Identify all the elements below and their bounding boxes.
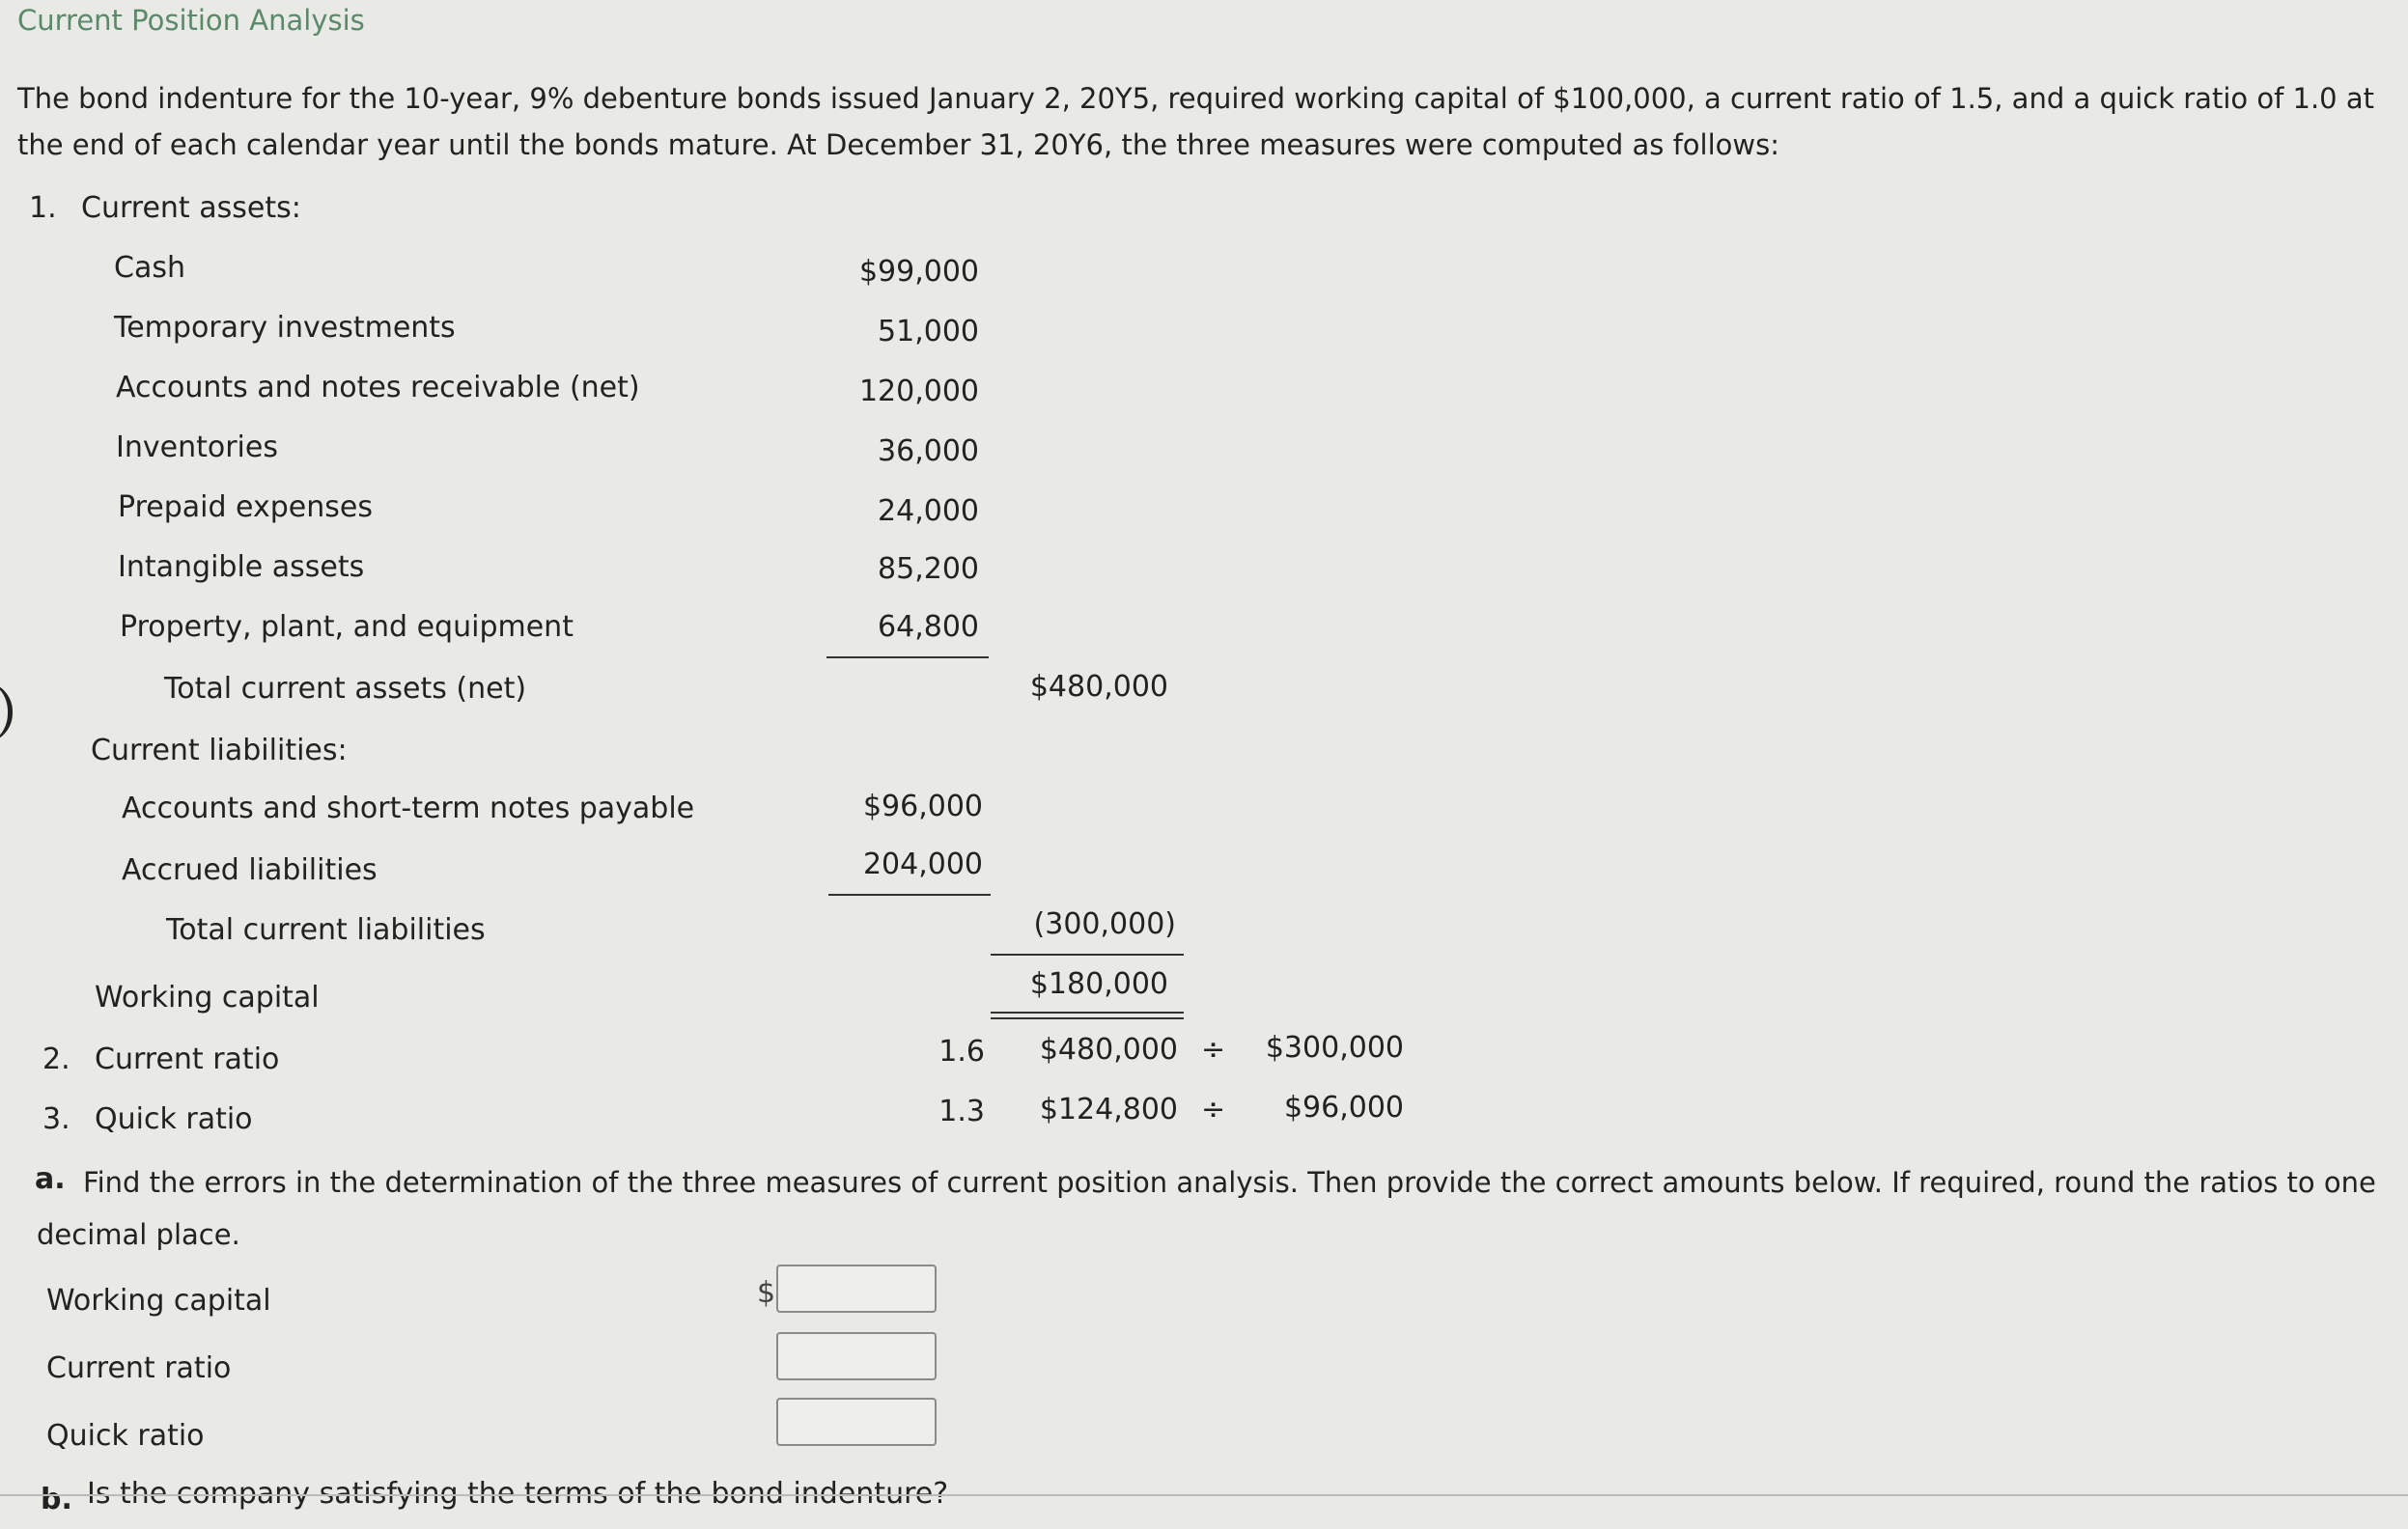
answer-label-working-capital: Working capital — [46, 1284, 271, 1318]
divide-sign: ÷ — [1201, 1033, 1226, 1067]
bottom-divider — [0, 1494, 2408, 1496]
part-a-letter: a. — [35, 1162, 66, 1196]
asset-label: Intangible assets — [118, 550, 365, 584]
asset-label: Accounts and notes receivable (net) — [116, 371, 640, 404]
section-2-number: 2. — [42, 1042, 70, 1076]
current-ratio-numerator: $480,000 — [1039, 1033, 1178, 1067]
divide-sign: ÷ — [1201, 1093, 1226, 1126]
total-current-liabilities-label: Total current liabilities — [166, 913, 486, 947]
answer-label-current-ratio: Current ratio — [46, 1351, 232, 1385]
liability-label: Accounts and short-term notes payable — [122, 792, 695, 825]
total-current-liabilities-value: (300,000) — [1033, 907, 1176, 941]
total-current-assets-label: Total current assets (net) — [164, 672, 527, 706]
section-3-number: 3. — [42, 1102, 70, 1136]
quick-ratio-label: Quick ratio — [95, 1102, 253, 1136]
working-capital-input[interactable] — [776, 1265, 937, 1313]
quick-ratio-input[interactable] — [776, 1398, 937, 1446]
asset-label: Cash — [114, 251, 185, 285]
part-b-letter: b. — [41, 1483, 72, 1516]
asset-value: $99,000 — [858, 255, 979, 289]
total-rule — [991, 954, 1184, 956]
quick-ratio-numerator: $124,800 — [1039, 1093, 1178, 1126]
subtotal-rule — [828, 894, 991, 896]
double-rule — [991, 1012, 1184, 1019]
asset-value: 120,000 — [858, 375, 979, 408]
current-liabilities-heading: Current liabilities: — [91, 734, 348, 767]
asset-value: 85,200 — [878, 552, 979, 586]
current-ratio-value: 1.6 — [938, 1035, 985, 1069]
problem-intro: The bond indenture for the 10-year, 9% debenture bonds issued January 2, 20Y5, required working capital of $100,000, a current ratio of 1.5, and a quick ratio of 1.0 at the end of each calendar year until the bonds mature. At December 31, 20Y6, the three measures were computed as follows: — [17, 82, 2374, 161]
current-ratio-denominator: $300,000 — [1265, 1031, 1404, 1065]
current-ratio-label: Current ratio — [95, 1042, 280, 1076]
dollar-prefix: $ — [757, 1276, 776, 1310]
part-a-instructions: Find the errors in the determination of the three measures of current position analysis. Then provide the correct amounts below. If required, round the ratios to one decimal place. — [37, 1166, 2376, 1251]
asset-label: Inventories — [116, 431, 278, 464]
current-assets-heading: Current assets: — [81, 191, 301, 225]
liability-value: $96,000 — [862, 790, 983, 823]
subtotal-rule — [826, 656, 989, 658]
asset-label: Property, plant, and equipment — [120, 610, 574, 644]
working-capital-label: Working capital — [95, 981, 320, 1015]
liability-value: 204,000 — [862, 848, 983, 881]
working-capital-value: $180,000 — [1029, 967, 1168, 1001]
section-1-number: 1. — [29, 191, 57, 225]
current-ratio-input[interactable] — [776, 1332, 937, 1380]
asset-value: 51,000 — [878, 315, 979, 348]
total-current-assets-value: $480,000 — [1029, 670, 1168, 704]
asset-value: 24,000 — [878, 494, 979, 528]
left-edge-bracket — [0, 681, 13, 743]
asset-value: 64,800 — [878, 610, 979, 644]
page-title: Current Position Analysis — [17, 4, 365, 37]
part-b-question: Is the company satisfying the terms of the bond indenture? — [87, 1477, 949, 1511]
asset-label: Temporary investments — [114, 311, 456, 345]
answer-label-quick-ratio: Quick ratio — [46, 1419, 205, 1453]
asset-label: Prepaid expenses — [118, 490, 373, 524]
asset-value: 36,000 — [878, 434, 979, 468]
quick-ratio-denominator: $96,000 — [1283, 1091, 1404, 1125]
quick-ratio-value: 1.3 — [938, 1095, 985, 1128]
liability-label: Accrued liabilities — [122, 853, 378, 887]
